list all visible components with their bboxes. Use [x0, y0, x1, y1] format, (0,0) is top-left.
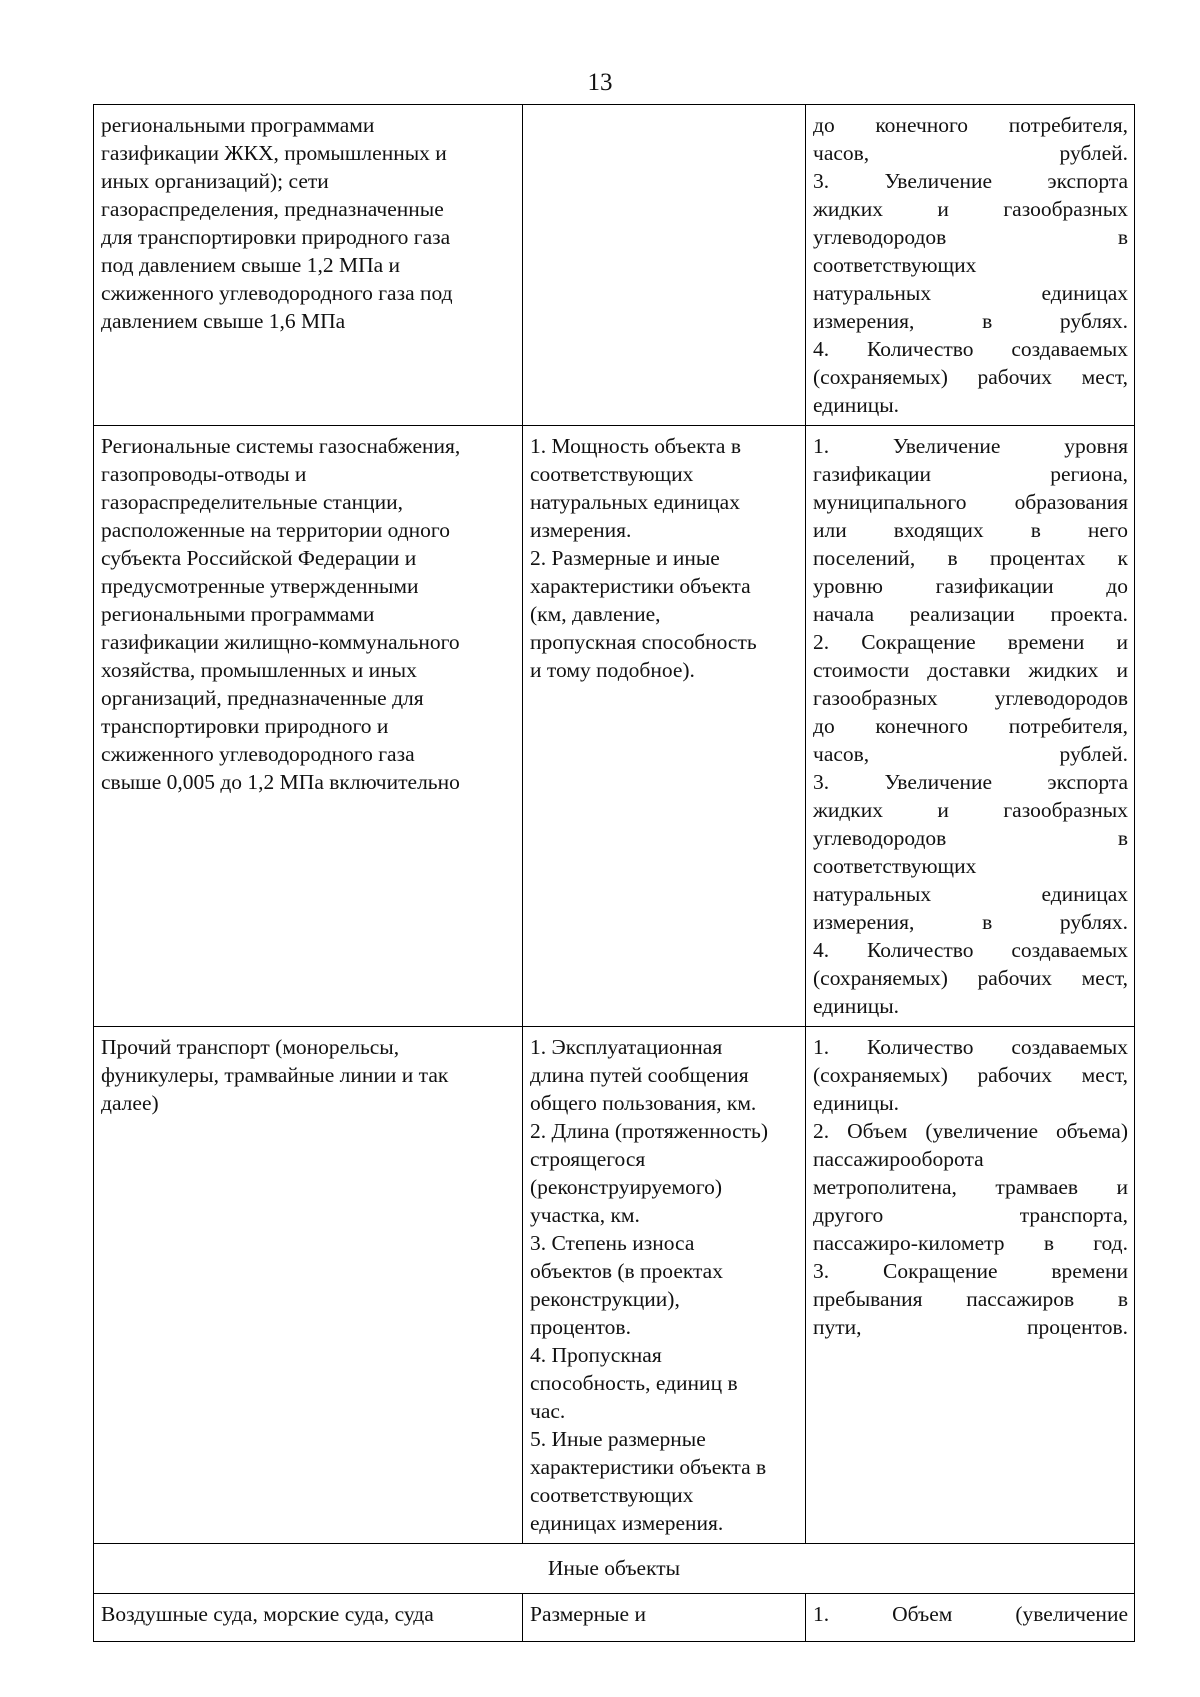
cell-text-line: под давлением свыше 1,2 МПа и [101, 253, 401, 277]
cell-text-line: 4. Количество создаваемых [813, 938, 1128, 962]
cell-text-line: способность, единиц в [530, 1371, 738, 1395]
cell-text-line: (сохраняемых) рабочих мест, [813, 365, 1128, 389]
cell-text-line: 2. Объем (увеличение объема) [813, 1119, 1128, 1143]
cell-text-line: газораспределительные станции, [101, 490, 404, 514]
object-characteristics-cell [523, 1027, 806, 1544]
cell-text-line: (км, давление, [530, 602, 661, 626]
cell-text-line: 5. Иные размерные [530, 1427, 706, 1451]
cell-text-line: 4. Количество создаваемых [813, 337, 1128, 361]
cell-text-line: (сохраняемых) рабочих мест, [813, 1063, 1128, 1087]
cell-text-line: соответствующих [530, 462, 694, 486]
object-type-cell [94, 105, 523, 426]
cell-text-line: единицах измерения. [530, 1511, 724, 1535]
cell-text-line: свыше 0,005 до 1,2 МПа включительно [101, 770, 460, 794]
cell-text-line: начала реализации проекта. [813, 602, 1128, 626]
cell-text-line: хозяйства, промышленных и иных [101, 658, 417, 682]
cell-text-line: предусмотренные утвержденными [101, 574, 419, 598]
cell-text-line: газораспределения, предназначенные [101, 197, 444, 221]
cell-text-line: давлением свыше 1,6 МПа [101, 309, 346, 333]
cell-text-line: пребывания пассажиров в [813, 1287, 1128, 1311]
table-row [94, 1027, 1135, 1544]
cell-text-line: 2. Размерные и иные [530, 546, 720, 570]
cell-text-line: измерения. [530, 518, 632, 542]
indicators-table [93, 104, 1135, 1642]
effect-indicators-cell [806, 426, 1135, 1027]
cell-text-line: Региональные системы газоснабжения, [101, 434, 461, 458]
cell-text-line: часов, рублей. [813, 141, 1128, 165]
cell-text-line: до конечного потребителя, [813, 113, 1128, 137]
cell-text-line: строящегося [530, 1147, 646, 1171]
cell-text-line: единицы. [813, 393, 900, 417]
cell-text-line: общего пользования, км. [530, 1091, 757, 1115]
cell-text-line: соответствующих [813, 854, 977, 878]
cell-text-line: иных организаций); сети [101, 169, 329, 193]
cell-text-line: пропускная способность [530, 630, 757, 654]
cell-text-line: газификации ЖКХ, промышленных и [101, 141, 447, 165]
cell-text-line: стоимости доставки жидких и [813, 658, 1128, 682]
cell-text-line: характеристики объекта в [530, 1455, 767, 1479]
cell-text-line: реконструкции), [530, 1287, 680, 1311]
cell-text-line: длина путей сообщения [530, 1063, 749, 1087]
cell-text-line: 3. Увеличение экспорта [813, 169, 1128, 193]
cell-text-line: часов, рублей. [813, 742, 1128, 766]
cell-text-line: объектов (в проектах [530, 1259, 723, 1283]
cell-text-line: 1. Объем (увеличение [813, 1602, 1128, 1626]
cell-text-line: муниципального образования [813, 490, 1128, 514]
cell-text-line: 1. Количество создаваемых [813, 1035, 1128, 1059]
cell-text-line: пути, процентов. [813, 1315, 1128, 1339]
cell-text-line: поселений, в процентах к [813, 546, 1128, 570]
section-heading-row [94, 1544, 1135, 1594]
object-characteristics-cell [523, 105, 806, 426]
cell-text-line: до конечного потребителя, [813, 714, 1128, 738]
cell-text-line: натуральных единицах [813, 281, 1128, 305]
cell-text-line: 1. Увеличение уровня [813, 434, 1128, 458]
cell-text-line: Прочий транспорт (монорельсы, [101, 1035, 400, 1059]
effect-indicators-cell [806, 1027, 1135, 1544]
cell-text-line: жидких и газообразных [813, 197, 1128, 221]
cell-text-line: характеристики объекта [530, 574, 751, 598]
cell-text-line: уровню газификации до [813, 574, 1128, 598]
object-type-cell [94, 426, 523, 1027]
cell-text-line: для транспортировки природного газа [101, 225, 451, 249]
table-row [94, 426, 1135, 1027]
cell-text-line: региональными программами [101, 113, 375, 137]
cell-text-line: 1. Мощность объекта в [530, 434, 742, 458]
cell-text-line: 4. Пропускная [530, 1343, 662, 1367]
cell-text-line: другого транспорта, [813, 1203, 1128, 1227]
object-type-cell [94, 1027, 523, 1544]
cell-text-line: сжиженного углеводородного газа под [101, 281, 453, 305]
cell-text-line: процентов. [530, 1315, 631, 1339]
cell-text-line: и тому подобное). [530, 658, 695, 682]
cell-text-line: соответствующих [530, 1483, 694, 1507]
cell-text-line: или входящих в него [813, 518, 1128, 542]
effect-indicators-cell [806, 1594, 1135, 1642]
cell-text-line: 2. Сокращение времени и [813, 630, 1128, 654]
cell-text-line: 3. Увеличение экспорта [813, 770, 1128, 794]
cell-text-line: натуральных единицах [530, 490, 740, 514]
cell-text-line: фуникулеры, трамвайные линии и так [101, 1063, 449, 1087]
cell-text-line: 3. Сокращение времени [813, 1259, 1128, 1283]
cell-text-line: углеводородов в [813, 826, 1128, 850]
section-heading: Иные объекты [94, 1544, 1135, 1594]
page-number: 13 [587, 69, 613, 96]
cell-text-line: расположенные на территории одного [101, 518, 450, 542]
cell-text-line: участка, км. [530, 1203, 640, 1227]
cell-text-line: организаций, предназначенные для [101, 686, 424, 710]
cell-text-line: углеводородов в [813, 225, 1128, 249]
cell-text-line: 2. Длина (протяженность) [530, 1119, 769, 1143]
cell-text-line: региональными программами [101, 602, 375, 626]
cell-text-line: единицы. [813, 1091, 900, 1115]
table-row [94, 1594, 1135, 1642]
cell-text-line: Размерные и [530, 1602, 646, 1626]
cell-text-line: жидких и газообразных [813, 798, 1128, 822]
cell-text-line: газопроводы-отводы и [101, 462, 307, 486]
object-characteristics-cell [523, 426, 806, 1027]
effect-indicators-cell [806, 105, 1135, 426]
cell-text-line: газификации региона, [813, 462, 1128, 486]
cell-text-line: (сохраняемых) рабочих мест, [813, 966, 1128, 990]
cell-text-line: пассажирооборота [813, 1147, 984, 1171]
cell-text-line: сжиженного углеводородного газа [101, 742, 415, 766]
cell-text-line: субъекта Российской Федерации и [101, 546, 417, 570]
table-row [94, 105, 1135, 426]
cell-text-line: газификации жилищно-коммунального [101, 630, 460, 654]
cell-text-line: пассажиро-километр в год. [813, 1231, 1128, 1255]
cell-text-line: 3. Степень износа [530, 1231, 695, 1255]
cell-text-line: измерения, в рублях. [813, 309, 1128, 333]
cell-text-line: транспортировки природного и [101, 714, 389, 738]
cell-text-line: час. [530, 1399, 566, 1423]
cell-text-line: 1. Эксплуатационная [530, 1035, 723, 1059]
cell-text-line: измерения, в рублях. [813, 910, 1128, 934]
cell-text-line: натуральных единицах [813, 882, 1128, 906]
cell-text-line: газообразных углеводородов [813, 686, 1128, 710]
cell-text-line: единицы. [813, 994, 900, 1018]
object-characteristics-cell [523, 1594, 806, 1642]
cell-text-line: метрополитена, трамваев и [813, 1175, 1128, 1199]
cell-text-line: далее) [101, 1091, 159, 1115]
object-type-cell [94, 1594, 523, 1642]
cell-text-line: соответствующих [813, 253, 977, 277]
cell-text-line: (реконструируемого) [530, 1175, 723, 1199]
cell-text-line: Воздушные суда, морские суда, суда [101, 1602, 434, 1626]
